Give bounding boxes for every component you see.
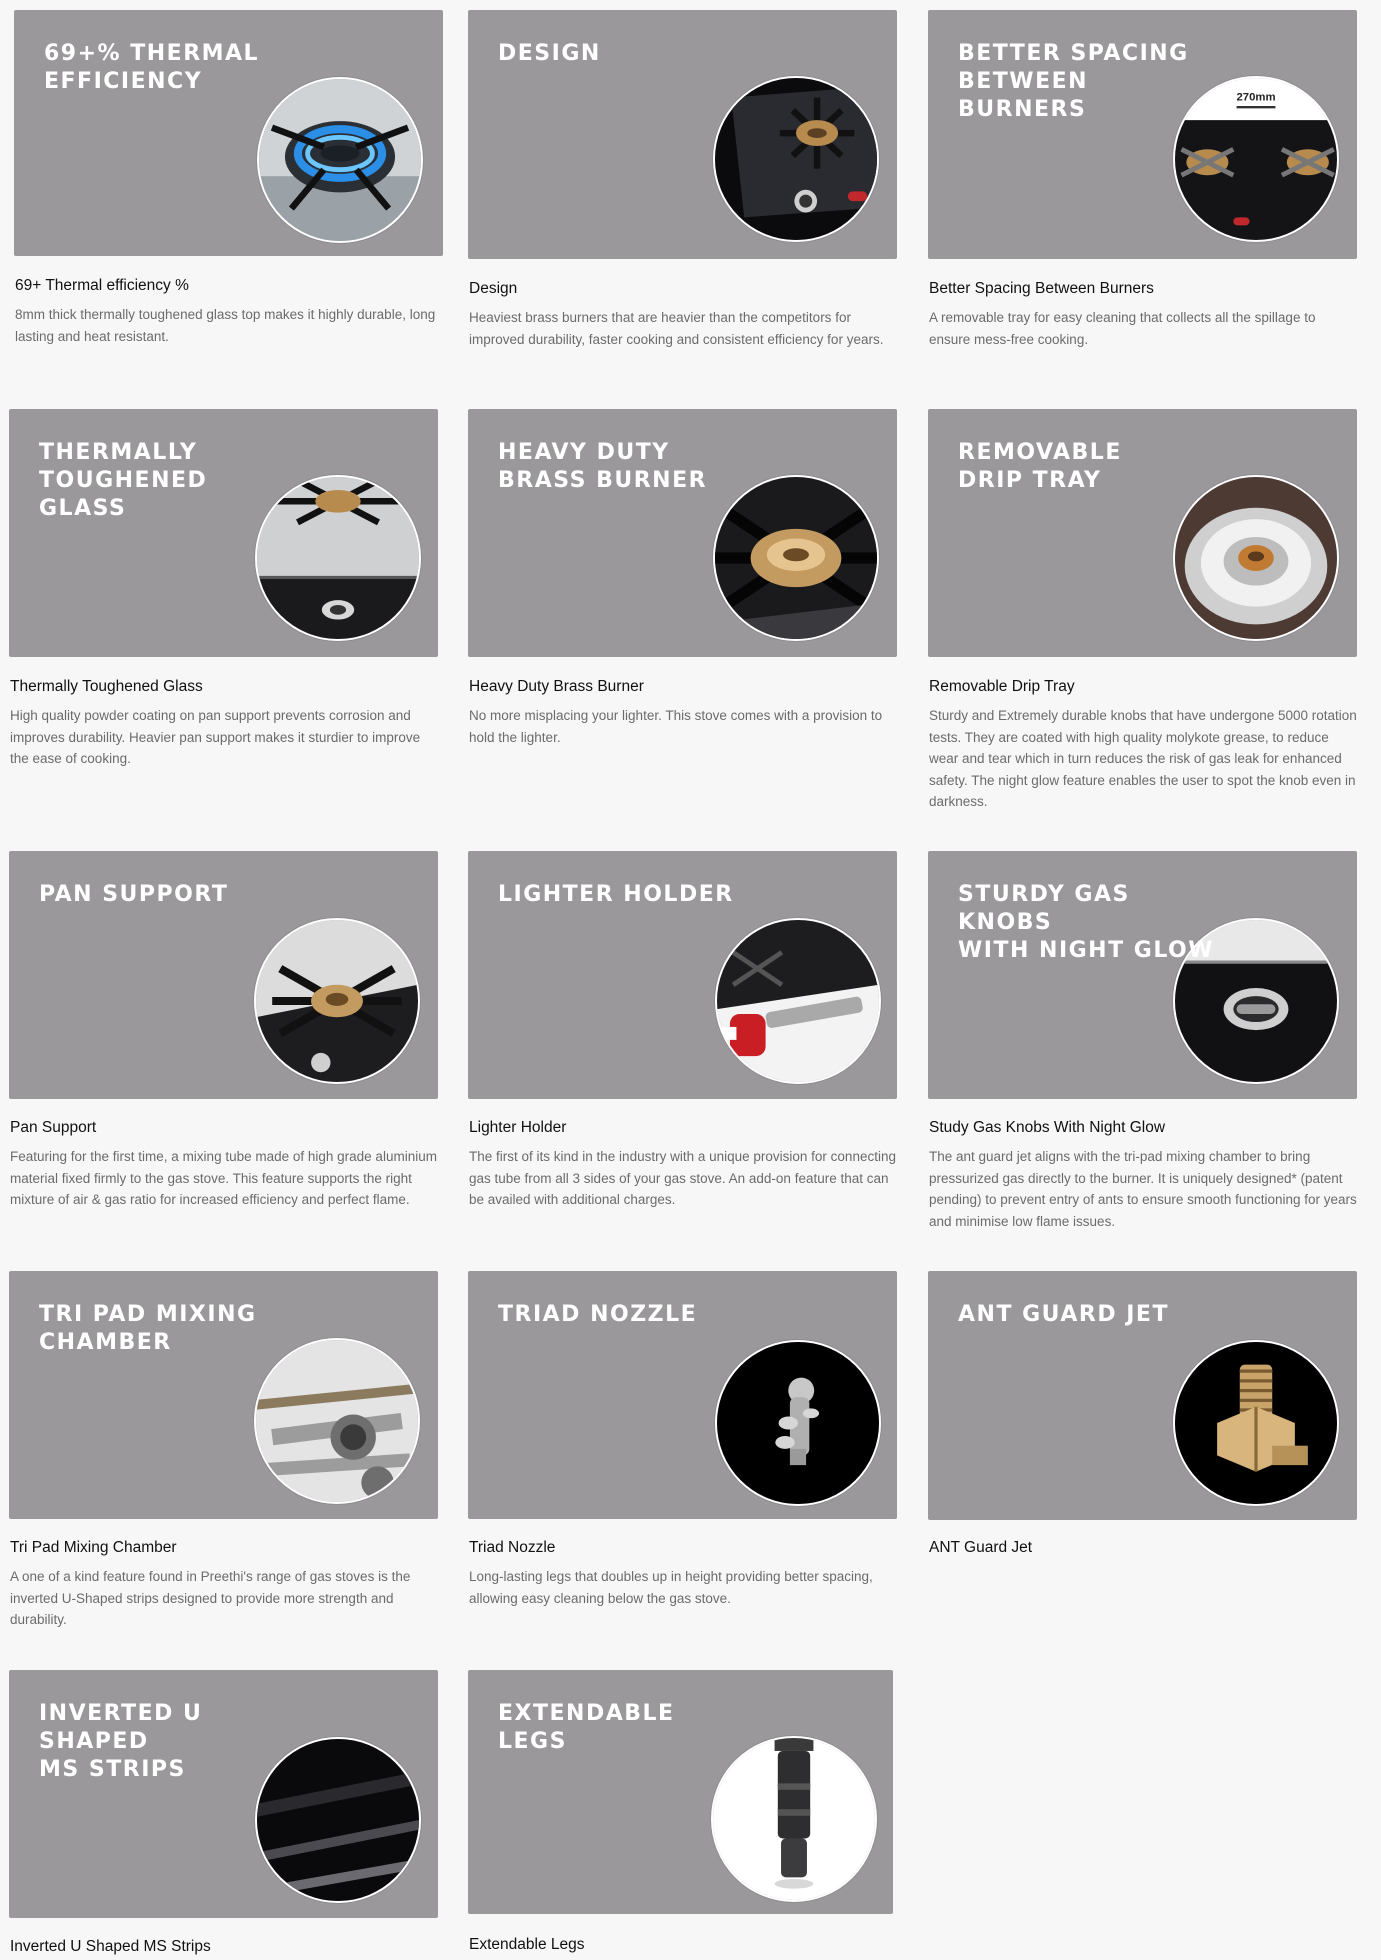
- feature-description: Sturdy and Extremely durable knobs that have undergone 5000 rotation tests. They are coated with high quality molykote grease, to reduce wear and tear which in turn reduces the risk of gas leak for enhanced safety. The night glow feature enables the user to spot the knob even in darkness.: [929, 708, 1357, 809]
- mixing-chamber-icon: [254, 1338, 420, 1504]
- tile-title: REMOVABLE DRIP TRAY: [958, 440, 1122, 493]
- tile-title: PAN SUPPORT: [39, 882, 229, 907]
- lighter-holder-icon: [715, 918, 881, 1084]
- feature-description: 8mm thick thermally toughened glass top makes it highly durable, long lasting and heat resistant.: [15, 307, 436, 344]
- feature-tile: [9, 409, 438, 657]
- drip-tray-icon: [1173, 475, 1339, 641]
- feature-tile: [9, 1670, 438, 1918]
- tile-title: 69+% THERMAL EFFICIENCY: [44, 41, 260, 94]
- photo-label: 270mm: [1236, 91, 1276, 104]
- feature-name: Tri Pad Mixing Chamber: [10, 1539, 177, 1556]
- feature-tile: [468, 409, 897, 657]
- triad-nozzle-icon: [715, 1340, 881, 1506]
- feature-tile: [9, 1271, 438, 1519]
- feature-tile: [928, 409, 1357, 657]
- tile-title: EXTENDABLE LEGS: [498, 1701, 675, 1754]
- feature-name: Removable Drip Tray: [929, 678, 1075, 695]
- glass-stove-top-icon: [713, 76, 879, 242]
- feature-name: Design: [469, 280, 518, 297]
- feature-name: ANT Guard Jet: [929, 1539, 1033, 1556]
- feature-name: 69+ Thermal efficiency %: [15, 277, 189, 294]
- feature-description: Heaviest brass burners that are heavier than the competitors for improved durability, faster cooking and consistent efficiency for years.: [469, 310, 884, 347]
- feature-tile: [468, 1271, 897, 1519]
- feature-name: Extendable Legs: [469, 1936, 585, 1953]
- feature-description: A removable tray for easy cleaning that collects all the spillage to ensure mess-free cooking.: [929, 310, 1316, 347]
- tile-title: DESIGN: [498, 41, 601, 66]
- feature-name: Inverted U Shaped MS Strips: [10, 1938, 211, 1955]
- extendable-leg-icon: [711, 1736, 877, 1902]
- feature-description: Featuring for the first time, a mixing tube made of high grade aluminium material fixed firmly to the gas stove. This feature supports the right mixture of air & gas ratio for increased efficiency and perfect flame.: [10, 1149, 437, 1207]
- feature-tile: [928, 10, 1357, 259]
- feature-tile: [928, 1271, 1357, 1520]
- brass-burner-icon: [713, 475, 879, 641]
- tile-title: LIGHTER HOLDER: [498, 882, 734, 907]
- tile-title: HEAVY DUTY BRASS BURNER: [498, 440, 708, 493]
- tile-title: INVERTED U SHAPED MS STRIPS: [39, 1701, 203, 1782]
- feature-name: Lighter Holder: [469, 1119, 567, 1136]
- feature-description: No more misplacing your lighter. This stove comes with a provision to hold the lighter.: [469, 708, 883, 745]
- feature-tile: [468, 851, 897, 1099]
- ant-guard-jet-icon: [1173, 1340, 1339, 1506]
- feature-tile: [468, 10, 897, 259]
- feature-description: Long-lasting legs that doubles up in height providing better spacing, allowing easy cleaning below the gas stove.: [469, 1569, 873, 1606]
- tile-title: ANT GUARD JET: [958, 1302, 1169, 1327]
- feature-name: Pan Support: [10, 1119, 97, 1136]
- burner-flame-icon: [257, 77, 423, 243]
- feature-name: Better Spacing Between Burners: [929, 280, 1154, 297]
- feature-tile: [928, 851, 1357, 1099]
- tile-title: STURDY GAS KNOBS WITH NIGHT GLOW: [958, 882, 1215, 963]
- feature-name: Heavy Duty Brass Burner: [469, 678, 644, 695]
- feature-description: A one of a kind feature found in Preethi's range of gas stoves is the inverted U-Shaped strips designed to provide more strength and durability.: [10, 1569, 411, 1627]
- feature-description: High quality powder coating on pan support prevents corrosion and improves durability. Heavier pan support makes it sturdier to improve the ease of cooking.: [10, 708, 421, 766]
- feature-name: Study Gas Knobs With Night Glow: [929, 1119, 1166, 1136]
- tile-title: TRI PAD MIXING CHAMBER: [39, 1302, 257, 1355]
- tile-title: THERMALLY TOUGHENED GLASS: [39, 440, 208, 521]
- feature-description: The ant guard jet aligns with the tri-pad mixing chamber to bring pressurized gas directly to the burner. It is uniquely designed* (patent pending) to prevent entry of ants to ensure smooth functioning for years and minimise low flame issues.: [929, 1149, 1357, 1229]
- tile-title: TRIAD NOZZLE: [498, 1302, 698, 1327]
- feature-tile: [14, 10, 443, 256]
- feature-name: Triad Nozzle: [469, 1539, 556, 1556]
- tile-title: BETTER SPACING BETWEEN BURNERS: [958, 41, 1189, 122]
- feature-name: Thermally Toughened Glass: [10, 678, 203, 695]
- feature-description: The first of its kind in the industry with a unique provision for connecting gas tube from all 3 sides of your gas stove. An add-on feature that can be availed with additional charges.: [469, 1149, 896, 1207]
- feature-tile: [468, 1670, 893, 1914]
- feature-tile: [9, 851, 438, 1099]
- pan-support-icon: [254, 918, 420, 1084]
